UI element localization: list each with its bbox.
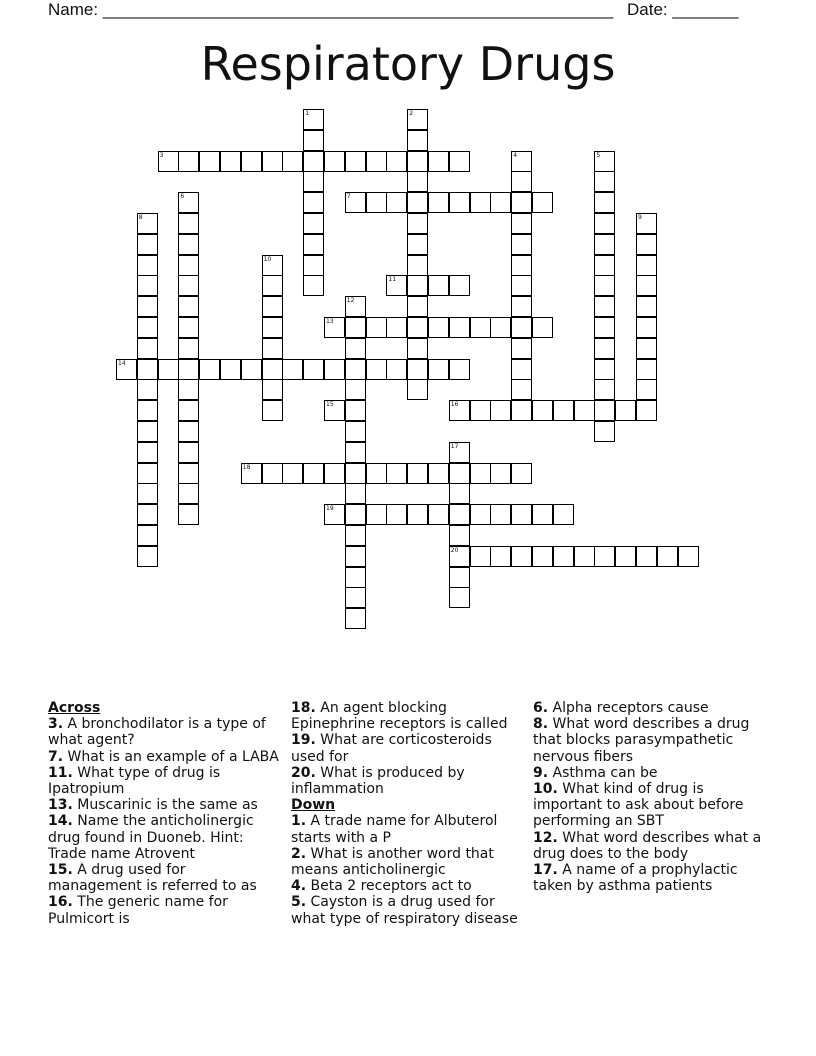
clue-across-16: 16. The generic name for Pulmicort is bbox=[48, 894, 228, 927]
grid-cell[interactable] bbox=[262, 359, 283, 380]
clue-across-20: 20. What is produced by inflammation bbox=[291, 764, 465, 798]
clue-across-18: 18. An agent blocking Epinephrine receptors is called bbox=[291, 700, 508, 733]
grid-cell[interactable] bbox=[594, 213, 615, 234]
grid-cell[interactable] bbox=[137, 234, 158, 255]
grid-cell[interactable] bbox=[324, 504, 345, 525]
grid-cell[interactable] bbox=[407, 213, 428, 234]
grid-cell[interactable] bbox=[490, 504, 511, 525]
grid-cell[interactable] bbox=[449, 151, 470, 172]
grid-cell[interactable] bbox=[511, 234, 532, 255]
grid-cell[interactable] bbox=[574, 546, 595, 567]
grid-cell[interactable] bbox=[178, 442, 199, 463]
grid-cell[interactable] bbox=[594, 546, 615, 567]
grid-cell[interactable] bbox=[407, 192, 428, 213]
grid-cell[interactable] bbox=[407, 171, 428, 192]
grid-cell[interactable] bbox=[511, 317, 532, 338]
grid-cell[interactable] bbox=[178, 213, 199, 234]
clue-number: 19 bbox=[326, 505, 334, 513]
clue-number: 1 bbox=[305, 110, 310, 117]
grid-cell[interactable] bbox=[449, 359, 470, 380]
clue-across-14: 14. Name the anticholinergic drug found in Duoneb. Hint: Trade name Atrovent bbox=[48, 813, 254, 862]
grid-cell[interactable] bbox=[532, 317, 553, 338]
clue-down-9: 9. Asthma can be bbox=[533, 764, 658, 781]
grid-cell[interactable] bbox=[262, 400, 283, 421]
grid-cell[interactable] bbox=[262, 338, 283, 359]
grid-cell[interactable] bbox=[511, 192, 532, 213]
grid-cell[interactable] bbox=[511, 504, 532, 525]
grid-cell[interactable] bbox=[324, 151, 345, 172]
grid-cell[interactable] bbox=[511, 463, 532, 484]
grid-cell[interactable] bbox=[345, 608, 366, 629]
grid-cell[interactable] bbox=[386, 359, 407, 380]
grid-cell[interactable] bbox=[594, 379, 615, 400]
grid-cell[interactable] bbox=[137, 296, 158, 317]
grid-cell[interactable] bbox=[137, 546, 158, 567]
grid-cell[interactable] bbox=[220, 151, 241, 172]
grid-cell[interactable] bbox=[511, 359, 532, 380]
grid-cell[interactable] bbox=[345, 400, 366, 421]
grid-cell[interactable] bbox=[636, 317, 657, 338]
grid-cell[interactable] bbox=[137, 379, 158, 400]
grid-cell[interactable] bbox=[303, 255, 324, 276]
grid-cell[interactable] bbox=[511, 213, 532, 234]
grid-cell[interactable] bbox=[511, 151, 532, 172]
clue-number: 16 bbox=[450, 401, 459, 409]
grid-cell[interactable] bbox=[199, 359, 220, 380]
clue-across-15: 15. A drug used for management is referred to as bbox=[48, 862, 257, 895]
grid-cell[interactable] bbox=[303, 192, 324, 213]
grid-cell[interactable] bbox=[345, 546, 366, 567]
grid-cell[interactable] bbox=[178, 463, 199, 484]
grid-cell[interactable] bbox=[366, 317, 387, 338]
grid-cell[interactable] bbox=[636, 213, 657, 234]
clue-down-2: 2. What is another word that means anticholinergic bbox=[291, 845, 494, 879]
grid-cell[interactable] bbox=[241, 151, 262, 172]
grid-cell[interactable] bbox=[470, 192, 491, 213]
grid-cell[interactable] bbox=[594, 359, 615, 380]
grid-cell[interactable] bbox=[636, 379, 657, 400]
grid-cell[interactable] bbox=[137, 483, 158, 504]
grid-cell[interactable] bbox=[324, 400, 345, 421]
clue-down-1: 1. A trade name for Albuterol starts with a P bbox=[291, 813, 498, 846]
clue-down-8: 8. What word describes a drug that blocks parasympathetic nervous fibers bbox=[533, 716, 750, 765]
grid-cell[interactable] bbox=[594, 338, 615, 359]
grid-cell[interactable] bbox=[636, 546, 657, 567]
grid-cell[interactable] bbox=[636, 234, 657, 255]
grid-cell[interactable] bbox=[282, 151, 303, 172]
grid-cell[interactable] bbox=[345, 359, 366, 380]
grid-cell[interactable] bbox=[407, 275, 428, 296]
clue-number: 10 bbox=[263, 255, 272, 263]
grid-cell[interactable] bbox=[449, 567, 470, 588]
grid-cell[interactable] bbox=[178, 255, 199, 276]
clue-down-10: 10. What kind of drug is important to ask about before performing an SBT bbox=[533, 781, 744, 830]
grid-cell[interactable] bbox=[636, 296, 657, 317]
name-field-label[interactable]: Name: ______________________________________________________ bbox=[48, 0, 614, 19]
grid-cell[interactable] bbox=[303, 109, 324, 130]
grid-cell[interactable] bbox=[345, 192, 366, 213]
clue-across-19: 19. What are corticosteroids used for bbox=[291, 732, 492, 765]
grid-cell[interactable] bbox=[241, 359, 262, 380]
grid-cell[interactable] bbox=[282, 359, 303, 380]
clue-number: 6 bbox=[180, 193, 185, 201]
grid-cell[interactable] bbox=[345, 525, 366, 546]
grid-cell[interactable] bbox=[386, 504, 407, 525]
grid-cell[interactable] bbox=[553, 546, 574, 567]
grid-cell[interactable] bbox=[345, 504, 366, 525]
grid-cell[interactable] bbox=[574, 400, 595, 421]
grid-cell[interactable] bbox=[615, 400, 636, 421]
grid-cell[interactable] bbox=[594, 151, 615, 172]
clue-number: 7 bbox=[346, 193, 351, 201]
grid-cell[interactable] bbox=[636, 275, 657, 296]
grid-cell[interactable] bbox=[116, 359, 137, 380]
grid-cell[interactable] bbox=[407, 317, 428, 338]
grid-cell[interactable] bbox=[137, 317, 158, 338]
grid-cell[interactable] bbox=[428, 504, 449, 525]
down-heading: Down bbox=[291, 797, 336, 814]
grid-cell[interactable] bbox=[345, 338, 366, 359]
grid-cell[interactable] bbox=[345, 483, 366, 504]
clue-number: 4 bbox=[513, 151, 518, 159]
grid-cell[interactable] bbox=[511, 379, 532, 400]
grid-cell[interactable] bbox=[490, 192, 511, 213]
grid-cell[interactable] bbox=[636, 400, 657, 421]
grid-cell[interactable] bbox=[178, 234, 199, 255]
clue-number: 9 bbox=[638, 214, 642, 221]
clue-number: 2 bbox=[409, 110, 414, 117]
grid-cell[interactable] bbox=[449, 463, 470, 484]
grid-cell[interactable] bbox=[470, 504, 491, 525]
grid-cell[interactable] bbox=[407, 130, 428, 151]
across-heading: Across bbox=[48, 700, 101, 716]
clue-number: 17 bbox=[450, 442, 459, 450]
grid-cell[interactable] bbox=[345, 296, 366, 317]
grid-cell[interactable] bbox=[303, 359, 324, 380]
grid-cell[interactable] bbox=[345, 379, 366, 400]
grid-cell[interactable] bbox=[178, 421, 199, 442]
grid-cell[interactable] bbox=[428, 275, 449, 296]
grid-cell[interactable] bbox=[178, 379, 199, 400]
grid-cell[interactable] bbox=[511, 338, 532, 359]
grid-cell[interactable] bbox=[345, 587, 366, 608]
grid-cell[interactable] bbox=[345, 151, 366, 172]
grid-cell[interactable] bbox=[428, 359, 449, 380]
clue-number: 14 bbox=[118, 359, 126, 367]
grid-cell[interactable] bbox=[407, 338, 428, 359]
grid-cell[interactable] bbox=[324, 317, 345, 338]
grid-cell[interactable] bbox=[594, 275, 615, 296]
grid-cell[interactable] bbox=[345, 567, 366, 588]
grid-cell[interactable] bbox=[615, 546, 636, 567]
grid-cell[interactable] bbox=[407, 379, 428, 400]
grid-cell[interactable] bbox=[407, 463, 428, 484]
grid-cell[interactable] bbox=[532, 400, 553, 421]
grid-cell[interactable] bbox=[262, 463, 283, 484]
grid-cell[interactable] bbox=[449, 483, 470, 504]
clue-column-2 bbox=[291, 700, 523, 927]
date-field-label[interactable]: Date: _______ bbox=[627, 0, 739, 19]
grid-cell[interactable] bbox=[407, 296, 428, 317]
grid-cell[interactable] bbox=[137, 525, 158, 546]
grid-cell[interactable] bbox=[449, 504, 470, 525]
clue-down-6: 6. Alpha receptors cause bbox=[533, 700, 709, 716]
grid-cell[interactable] bbox=[470, 546, 491, 567]
grid-cell[interactable] bbox=[366, 359, 387, 380]
grid-cell[interactable] bbox=[178, 483, 199, 504]
grid-cell[interactable] bbox=[511, 171, 532, 192]
grid-cell[interactable] bbox=[262, 317, 283, 338]
grid-cell[interactable] bbox=[158, 151, 179, 172]
grid-cell[interactable] bbox=[262, 255, 283, 276]
clue-number: 11 bbox=[388, 276, 397, 284]
clue-number: 13 bbox=[326, 318, 334, 325]
grid-cell[interactable] bbox=[158, 359, 179, 380]
grid-cell[interactable] bbox=[594, 296, 615, 317]
grid-cell[interactable] bbox=[532, 504, 553, 525]
grid-cell[interactable] bbox=[137, 359, 158, 380]
grid-cell[interactable] bbox=[303, 171, 324, 192]
grid-cell[interactable] bbox=[449, 275, 470, 296]
grid-cell[interactable] bbox=[594, 192, 615, 213]
grid-cell[interactable] bbox=[303, 213, 324, 234]
grid-cell[interactable] bbox=[490, 463, 511, 484]
grid-cell[interactable] bbox=[594, 421, 615, 442]
grid-cell[interactable] bbox=[199, 151, 220, 172]
grid-cell[interactable] bbox=[407, 109, 428, 130]
grid-cell[interactable] bbox=[511, 400, 532, 421]
grid-cell[interactable] bbox=[553, 400, 574, 421]
clue-down-17: 17. A name of a prophylactic taken by asthma patients bbox=[533, 862, 738, 895]
clue-number: 3 bbox=[159, 151, 164, 159]
grid-cell[interactable] bbox=[345, 442, 366, 463]
grid-cell[interactable] bbox=[490, 400, 511, 421]
grid-cell[interactable] bbox=[366, 504, 387, 525]
grid-cell[interactable] bbox=[137, 463, 158, 484]
grid-cell[interactable] bbox=[178, 359, 199, 380]
grid-cell[interactable] bbox=[137, 400, 158, 421]
grid-cell[interactable] bbox=[386, 192, 407, 213]
grid-cell[interactable] bbox=[137, 421, 158, 442]
grid-cell[interactable] bbox=[490, 317, 511, 338]
grid-cell[interactable] bbox=[303, 234, 324, 255]
grid-cell[interactable] bbox=[428, 151, 449, 172]
clue-number: 20 bbox=[450, 546, 459, 554]
clue-across-11: 11. What type of drug is Ipatropium bbox=[48, 764, 221, 798]
grid-cell[interactable] bbox=[366, 463, 387, 484]
clue-across-13: 13. Muscarinic is the same as bbox=[48, 797, 258, 814]
grid-cell[interactable] bbox=[636, 359, 657, 380]
grid-cell[interactable] bbox=[511, 296, 532, 317]
grid-cell[interactable] bbox=[407, 151, 428, 172]
grid-cell[interactable] bbox=[345, 463, 366, 484]
grid-cell[interactable] bbox=[678, 546, 699, 567]
clue-down-5: 5. Cayston is a drug used for what type of respiratory disease bbox=[291, 894, 518, 927]
grid-cell[interactable] bbox=[657, 546, 678, 567]
grid-cell[interactable] bbox=[449, 317, 470, 338]
grid-cell[interactable] bbox=[262, 379, 283, 400]
grid-cell[interactable] bbox=[553, 504, 574, 525]
grid-cell[interactable] bbox=[262, 151, 283, 172]
grid-cell[interactable] bbox=[178, 192, 199, 213]
clue-down-4: 4. Beta 2 receptors act to bbox=[291, 878, 472, 895]
grid-cell[interactable] bbox=[594, 400, 615, 421]
grid-cell[interactable] bbox=[345, 317, 366, 338]
grid-cell[interactable] bbox=[407, 359, 428, 380]
grid-cell[interactable] bbox=[303, 275, 324, 296]
grid-cell[interactable] bbox=[490, 546, 511, 567]
grid-cell[interactable] bbox=[178, 275, 199, 296]
grid-cell[interactable] bbox=[137, 504, 158, 525]
grid-cell[interactable] bbox=[449, 192, 470, 213]
clue-across-3: 3. A bronchodilator is a type of what agent? bbox=[48, 716, 266, 749]
grid-cell[interactable] bbox=[137, 255, 158, 276]
grid-cell[interactable] bbox=[241, 463, 262, 484]
grid-cell[interactable] bbox=[366, 151, 387, 172]
grid-cell[interactable] bbox=[532, 192, 553, 213]
clue-column-3 bbox=[533, 700, 765, 894]
clue-column-1 bbox=[48, 700, 280, 927]
grid-cell[interactable] bbox=[345, 421, 366, 442]
grid-cell[interactable] bbox=[511, 275, 532, 296]
grid-cell[interactable] bbox=[449, 546, 470, 567]
grid-cell[interactable] bbox=[262, 296, 283, 317]
grid-cell[interactable] bbox=[178, 151, 199, 172]
grid-cell[interactable] bbox=[324, 359, 345, 380]
grid-cell[interactable] bbox=[303, 130, 324, 151]
clue-number: 5 bbox=[596, 151, 601, 159]
grid-cell[interactable] bbox=[511, 546, 532, 567]
grid-cell[interactable] bbox=[282, 463, 303, 484]
grid-cell[interactable] bbox=[636, 255, 657, 276]
grid-cell[interactable] bbox=[178, 317, 199, 338]
grid-cell[interactable] bbox=[386, 275, 407, 296]
grid-cell[interactable] bbox=[594, 171, 615, 192]
grid-cell[interactable] bbox=[178, 400, 199, 421]
clue-across-7: 7. What is an example of a LABA bbox=[48, 748, 279, 765]
grid-cell[interactable] bbox=[532, 546, 553, 567]
grid-cell[interactable] bbox=[137, 338, 158, 359]
grid-cell[interactable] bbox=[449, 400, 470, 421]
grid-cell[interactable] bbox=[262, 275, 283, 296]
grid-cell[interactable] bbox=[428, 192, 449, 213]
clue-number: 8 bbox=[138, 214, 143, 221]
grid-cell[interactable] bbox=[366, 192, 387, 213]
grid-cell[interactable] bbox=[386, 151, 407, 172]
page-title: Respiratory Drugs bbox=[200, 37, 616, 91]
grid-cell[interactable] bbox=[386, 317, 407, 338]
grid-cell[interactable] bbox=[137, 442, 158, 463]
clue-number: 15 bbox=[326, 401, 334, 409]
grid-cell[interactable] bbox=[428, 317, 449, 338]
grid-cell[interactable] bbox=[470, 463, 491, 484]
grid-cell[interactable] bbox=[137, 213, 158, 234]
grid-cell[interactable] bbox=[449, 525, 470, 546]
grid-cell[interactable] bbox=[303, 463, 324, 484]
grid-cell[interactable] bbox=[324, 463, 345, 484]
grid-cell[interactable] bbox=[407, 255, 428, 276]
clue-number: 12 bbox=[346, 297, 355, 305]
grid-cell[interactable] bbox=[511, 255, 532, 276]
grid-cell[interactable] bbox=[303, 151, 324, 172]
grid-cell[interactable] bbox=[470, 317, 491, 338]
grid-cell[interactable] bbox=[594, 234, 615, 255]
grid-cell[interactable] bbox=[636, 338, 657, 359]
grid-cell[interactable] bbox=[386, 463, 407, 484]
grid-cell[interactable] bbox=[178, 504, 199, 525]
grid-cell[interactable] bbox=[137, 275, 158, 296]
grid-cell[interactable] bbox=[594, 255, 615, 276]
grid-cell[interactable] bbox=[178, 296, 199, 317]
grid-cell[interactable] bbox=[594, 317, 615, 338]
grid-cell[interactable] bbox=[407, 234, 428, 255]
clue-number: 18 bbox=[242, 463, 251, 471]
grid-cell[interactable] bbox=[449, 587, 470, 608]
clue-down-12: 12. What word describes what a drug does to the body bbox=[533, 829, 762, 862]
grid-cell[interactable] bbox=[449, 442, 470, 463]
grid-cell[interactable] bbox=[220, 359, 241, 380]
grid-cell[interactable] bbox=[178, 338, 199, 359]
grid-cell[interactable] bbox=[470, 400, 491, 421]
grid-cell[interactable] bbox=[428, 463, 449, 484]
grid-cell[interactable] bbox=[407, 504, 428, 525]
